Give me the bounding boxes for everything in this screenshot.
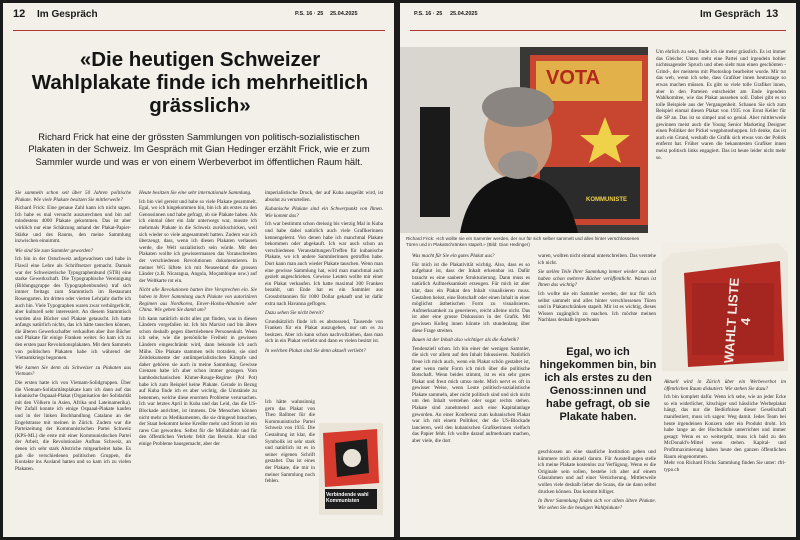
issue-date: 25.04.2025 — [330, 11, 358, 17]
interview-answer: Ich war bestimmt schon dreissig bis vierzig Mal in Kuba und habe dabei natürlich auch viele Grafikerinnen kennengelernt. Von denen habe ich manchmal Plakate bekommen oder abgekauft. Ich war auch schon an verschiedenen Veranstaltungen/Treffen für kubanische Plakate, wo ich andere Sammlerinnen getroffen habe. Dort kann man auch wieder Plakate tauschen. Wenn man eine gewisse Sammlung hat, wird man manchmal auch gezielt angeschrieben. Gewisse Leuten wollte mir einer ein Plakat verkaufen. Ich hatte maximal 300 Franken bezahlt, um Ende hat es ein Sammler aus Grossbritannien für 1000 Dollar gekauft und ist dafür extra nach Havanna geflogen. — [265, 221, 383, 307]
interview-question: Heute besitzen Sie eine sehr internationale Sammlung. — [139, 190, 252, 196]
header-rule-right — [410, 30, 786, 31]
inset-poster-label: Verbindende wahl Kommunisten — [326, 492, 369, 504]
interview-answer: geschlossen an eine staatliche Institution geben und kümmere mich aktuell darum. Für Ausstellungen stelle ich meine Plakate kostenlos zur Verfügung. Wenn es die Originale sein sollen, bestehe ich aber auf einem Glasrahmen und auf einer Versicherung. Mittlerweile wollen viele deshalb lieber die Scans, die sie dann selbst drucken können. Das kommt billiger. — [538, 449, 656, 495]
interview-question: Sie sammeln schon seit über 50 Jahren politische Plakate. Wie viele Plakate besitzen Sie mittlerweile? — [15, 190, 131, 203]
text-column-3-lower — [265, 399, 315, 533]
interview-answer: Die ersten hatte ich von Vietnam-Solidgruppen. Über die Vietnam-Solidaritätsplakate kam ich dann auf das kubanische Ospaaal-Plakat (Organisation der Solidarität mit den Völkern in Asien, Afrika und Lateinamerika). Per Zufall konnte ich einige Ospaaal-Plakate kaufen und in der linken Buchhandlung Catalano an der Engelstrasse mit meinen in Zürich. Zudem war die Parteizeitung der Kommunistischen Partei Schweiz (KPS-ML) die erste mit einer Kommunistischen Partei der Arbeit, die Revolutionäre Aufbau Schweiz, an denen ich sehr stark Abstriche mitgearbeitet habe. Es gab die verschiedenen politischen Gruppen, die Kontakte ins Ausland hatten und so kam ich zu vielen Plakaten. — [15, 380, 131, 472]
interview-question: Kubanische Plakate sind ein Schwerpunkt von Ihnen. Wie kommt das? — [265, 206, 383, 219]
side-poster-label: WAHLT LISTE 4 — [721, 277, 754, 364]
portrait-photo — [400, 47, 648, 233]
interview-question: Wie sind Sie zum Sammler geworden? — [15, 247, 94, 254]
photo-caption: Richard Frick: «Ich wollte nie ein Sammler werden, der nur für sich selber sammelt und alles hinter verschlossenen Türen und in Plakatschränken stapelt.» (Bild: Gian Hedinger) — [406, 236, 640, 247]
interview-question: In welchen Plakat sind Sie denn aktuell verliebt? — [265, 348, 366, 355]
interview-answer: waren, wollten nicht einmal unterschreiben. Das verstehe ich nicht. — [538, 253, 656, 266]
text-column-4 — [412, 253, 530, 535]
issue-date-right: 25.04.2025 — [450, 11, 478, 17]
interview-answer: Für mich ist die Plakativität wichtig. Also, dass es so aufgebaut ist, dass der Inhalt erkennbar ist. Dafür braucht es eine saubere Strukturierung. Dann muss es natürlich Aufmerksamkeit erzeugen. Für mich ist aber klar, dass ein Plakat den Inhalt visualisieren muss. Gestalten heisst, eine Botschaft oder einen Inhalt in einer möglichst ästhetischen Form zu visualisieren. Aufmerksamkeit zu generieren, reicht alleine nicht. Das ist aber eine grosse Diskussion in der Grafik. Mit gewissen Kolleg innen könnte ich stundenlang über diese Frage streiten. — [412, 261, 530, 334]
issue-number-right: P.S. 16 · 25 — [414, 11, 443, 17]
interview-answer: Ich kann natürlich nicht alles gut finden, was in diesen Ländern vorgefallen ist. Ich bin Marxist und bin ältere schon deshalb gegen übertriebenen Personenkult. Wenn ich sehe, wie die persönliche Freiheit in gewissen Ländern eingeschränkt wird, dann bekunde ich auch Mühe. Die Plakate stammen teils trotzdem, sie sind Zeitdokumente der antiimperialistischen Kämpfe und daher gehören sie auch in meine Sammlung. Gewisse Grenzen habe ich aber schon immer gezogen. Vom kambodschanischen Khmer-Rouge-Regime (Pol Pot) habe ich zum Beispiel keine Plakate. Gerade in Bezug auf Kuba finde ich es aber wichtig, die Umstände zu benennen, welche diese enormen Probleme verursachen. Ich war letztes April in Kuba und das Leid, das die US-Blockade anrichtet, ist immens. Die Menschen können nicht mehr zu Medikamenten, die sie dringend brauchen, der Staat bekommt keine Kredite mehr und Strom ist ein rares Gut geworden. Selbst für die Müllabfuhr und für den öffentlichen Verkehr fehlt das Benzin. Klar sind einige Probleme hausgemacht, aber der — [139, 315, 257, 447]
page-header-right — [400, 8, 796, 28]
text-column-3 — [265, 190, 383, 395]
photo-poster-text-2: KOMMUNISTE — [586, 197, 627, 203]
interview-question: Was macht für Sie ein gutes Plakat aus? — [412, 253, 495, 259]
issue-number: P.S. 16 · 25 — [295, 11, 324, 17]
interview-answer: Tendenziell schon. Ich bin einer der wenigen Sammler, die sich vor allem auf den Inhalt fokussieren. Natürlich freue ich mich auch, wenn ein Plakat schön gestaltet ist, aber wenn mehr Form ich mich über die politische Botschaft. Wenn beides stimmt, ist es ein sehr gutes Plakat und freut mich umso mehr. Mich nervt es oft in gewisser Weise, wenn Leute politisch-sozialistische Plakate sammeln, aber nicht politisch sind und sich nicht um den Inhalt verstehen oder sogar rechts stehen. Plakate sind zunehmend auch eine Kapitalanlage geworden. An einer Konferenz zum kubanischen Plakat war ich mit einem Politiker, der die US-Blockade lancieren, weil den kubanischen Grafikerinnen vielfach das Papier fehlt. Ich wollte darauf aufmerksam machen, aber viele, die dort — [412, 345, 530, 445]
pull-quote: Egal, wo ich hingekommen bin, bin ich als erstes zu den Genoss:innen und habe gefragt, ob sie Plakate haben. — [539, 346, 657, 423]
interview-answer: Grundsätzlich finde ich es abstossend, Tausende von Franken für ein Plakat auszugeben, nur um es zu besitzen. Aber ich kann schon nachvollziehen, dass man sich in ein Plakat verliebt und dann es vielen besitzt ist. — [265, 318, 383, 345]
page-header — [3, 8, 394, 28]
headline: «Die heutigen Schweizer Wahlplakate finde ich mehrheitlich grässlich» — [31, 48, 369, 117]
inset-poster-image — [319, 423, 383, 515]
text-column-2 — [139, 190, 257, 532]
left-page — [3, 3, 394, 537]
text-column-5-lower — [538, 449, 656, 535]
interview-answer: Ich bin viel gereist und habe so viele Plakate gesammelt. Egal, wo ich hingekommen bin, bin ich als erstes zu den Genossinnen und habe gefragt, ob sie Plakate haben. Als ich einmal über ein Jahr unterwegs war, musste ich mehrmals Plakate in die Schweiz zurückschicken, weil sich wieder so viele angesammelt hatten. Zudem war ich überzeugt, dass, wenn ich diesen Plakaten verlassen werde, die Welt sozialistisch sein würde. Mit den Plakaten wollte ich gewissermassen das Voranschreiten der verschiedenen Revolutionen dokumentieren. In meiner WG lüftete ich mit Neuseeland die grossen Länder (z.B. Nicaragua, Angola, Moçambique usw.) auf der Weltkarte rot ein. — [139, 198, 257, 284]
interview-answer: Um ehrlich zu sein, finde ich sie meist grässlich. Es ist immer das Gleiche: Unten steht eine Partei und irgendein hohler nichtssagender Spruch und oben sieht man einen geschönten -Grind-, der meistens mit Photoshop bearbeitet wurde. Mir tut das weh, wenn ich sehe, dass Grafiker innen heutzutage so etwas machen müssen. Es gibt so viele tolle Grafiker innen, aber in den Parteien entscheidet am Ende irgendein Wahlkomitee, wie das Plakat aussehen soll. Dabei gibt es so tolle Beispiele aus der Vergangenheit. Schauen Sie sich zum Beispiel einmal diesen Plakat von 1935 von Ernst Keller für die SP an. Das ist so simpel und so genial. Aber mittlerweile gewinnen meist auch die Young Senior Marketing Designer einen Politiker der Pickel wegphotoshoppen. Ich denke, das ist auch ein Grund, weshalb die Grafik sich etwas von der Politik entfernt hat. Früher waren die bekanntesten Grafiker innen meist politisch links engagiert. Das ist heute leider nicht mehr so. — [656, 49, 786, 161]
page-number: 12 — [13, 8, 26, 20]
section-title: Im Gespräch — [37, 9, 98, 20]
interview-question: Nicht alle Revolutionen hatten ihre Versprechen ein. Sie haben in Ihrer Sammlung auch Plakate von autoritären Regimen aus Nordkorea, Enver-Hoxha-Albanien oder China. Wie gehen Sie damit um? — [139, 287, 257, 314]
interview-answer: Ich bin in der Ostschweiz aufgewachsen und habe in Flawil eine Lehre als Schriftsetzer gemacht. Damals war der Schweizerische Typographenbund (STB) eine starke Gewerkschaft. Die Typographische Vereinigung (Bildungsgruppe des Typographenbundes) traf sich immer freitags zum Stammtisch im Restaurant Rosengarten. Im dritten oder vierten Lehrjahr durfte ich auch hin. Viele Typographen waren zwar verbürgerlicht, aber kulturell sehr interessiert. An diesem Stammtisch wurden also Bücher und Plakate getauscht. Ich hatte anfangs natürlich nichts, das ich hätte tauschen können, die älteren Gewerkschafter verkauften aber ihre Bücher und Plakate für einige Franken weiter. So kam ich zu den ersten paar Revolutionsplakaten. Mit dem Sammeln von politischen Plakaten habe ich während der Vietnamkriegs begonnen. — [15, 256, 131, 362]
interview-answer: Ich wollte nie ein Sammler werden, der nur für sich selbst sammelt und alles hinter verschlossenen Türen und in Plakatschränken stapelt. Mir ist es wichtig, dieses Wissen zugänglich zu machen. Ich möchte meinen Nachlass deshalb irgendwann — [538, 290, 656, 324]
text-column-1 — [15, 190, 131, 532]
interview-question: In Ihrer Sammlung finden sich vor allem ältere Plakate. Wie sehen Sie die heutigen Wahlplakate? — [538, 498, 656, 511]
interview-answer: Ich hätte wahnsinnig gern das Plakat von Theo Ballmer für die Kommunistische Partei Schweiz von 1935. Die Gestaltung ist klar, die Symbolik ist sehr stark und natürlich ist es in seiner eigenen Schrift gestaltet. Das ist eines der Plakate, die mir in meiner Sammlung noch fehlen. — [265, 399, 315, 485]
text-column-5 — [538, 253, 656, 333]
text-column-6 — [664, 379, 786, 535]
interview-answer: imperialistische Druck, der auf Kuba ausgeübt wird, ist absolut zu verurteilen. — [265, 190, 383, 203]
interview-answer: Mehr von Richard Fricks Sammlung finden Sie unter: rfri-typo.ch — [664, 460, 786, 473]
text-column-top-right — [656, 49, 786, 243]
section-title-right: Im Gespräch — [700, 9, 761, 20]
header-rule — [13, 30, 385, 31]
interview-answer: Ich bin komplett dafür. Wenn ich sehe, wie an jeder Ecke so ein widerlicher, kitschiger und hässliche Werbeplakat hängt, das nur die Bedürfnisse dieser Gesellschaft manifestiert, muss ich sagen: Weg damit. Jedes Team bei heute irgendeinen Konzern oder ein Produkt droht. Ich habe lange an der Hochschule unterrichtet und immer gesagt: Wenn es so weitergeht, muss ich bald zu den McDonald's-Mittel wenn stehen. Kapital- und Profitmaximierung haben heute den ganzen öffentlichen Raum eingenommen. — [664, 394, 786, 460]
photo-poster-text: VOTA — [546, 67, 601, 89]
side-poster-image — [662, 243, 788, 371]
interview-question: Wie kamen Sie denn als Schweizer zu Plakaten aus Vietnam? — [15, 364, 131, 378]
page-number-right: 13 — [766, 8, 779, 20]
interview-question: Bauen ist der Inhalt also wichtiger als die Ästhetik? — [412, 337, 519, 344]
interview-question: Dazu sehen Sie nicht bereit? — [265, 310, 324, 317]
interview-answer: Richard Frick: Eine genaue Zahl kann ich nicht sagen. Ich habe es mal versucht auszurechnen und bin auf mindestens 4000 Plakate gekommen. Das ist aber wirklich nur eine Schätzung anhand der Plakat-Papier-Stärke und des Raums, den meine Sammlung inzwischen einnimmt. — [15, 205, 131, 245]
interview-question: Sie stellen Teile Ihrer Sammlung immer wieder aus und haben schon mehrere Bücher veröffentlicht. Warum ist Ihnen das wichtig? — [538, 269, 656, 289]
portrait-graphic — [400, 47, 648, 233]
right-page — [400, 3, 796, 537]
interview-question: Aktuell wird in Zürich über ein Werbeverbot im öffentlichen Raum diskutiert. Wie stehen Sie dazu? — [664, 379, 786, 392]
lead-paragraph: Richard Frick hat eine der grössten Sammlungen von politisch-sozialistischen Plakaten in der Schweiz. Im Gespräch mit Gian Hedinger erzählt Frick, wie er zum Sammler wurde und was er von einem Werbeverbot im öffentlichen Raum hält. — [28, 131, 370, 167]
